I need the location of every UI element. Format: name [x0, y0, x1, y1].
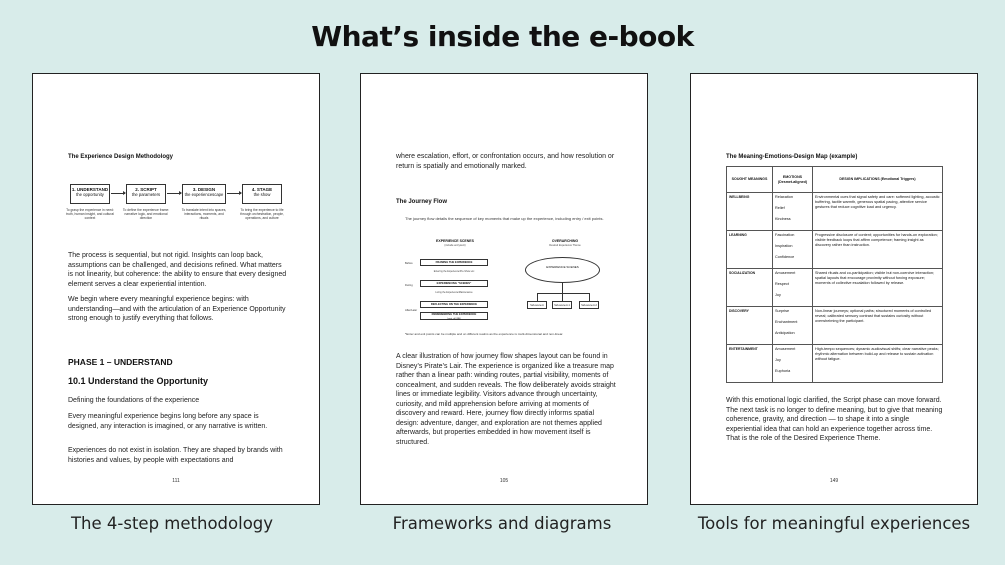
- book-page-methodology: [32, 73, 320, 505]
- step-desc: To bring the experience to life through orchestration, people, operations, and culture: [240, 208, 284, 220]
- arrow-icon: [111, 193, 125, 194]
- paragraph: With this emotional logic clarified, the Script phase can move forward. The next task is no longer to define meaning, but to give that meaning coherence, gravity, and direction — to shape it into a single experiential idea that can hold an experience together across time. That is the role of the Desired Experience Theme.: [726, 397, 943, 442]
- step-box-stage: 4. STAGE the show: [242, 184, 282, 204]
- page-title: The Experience Design Methodology: [68, 154, 174, 160]
- paragraph: where escalation, effort, or confrontation occurs, and how resolution or return is spatially and emotionally marked.: [396, 153, 615, 170]
- section-heading: 10.1 Understand the Opportunity: [68, 376, 209, 386]
- sub-scene-box: Sub-scene A: [527, 301, 547, 309]
- page-title: The Meaning-Emotions-Design Map (example): [726, 154, 858, 160]
- connector: [589, 293, 590, 301]
- table-row: DISCOVERY Surprise Enchantment Anticipation Non-linear journeys; optional paths; structured moments of controlled reveal; calibrated sensory contrast that sustains curiosity without overwhelming the participant.: [727, 307, 943, 345]
- sub-scene-box: Sub-scene A.1: [552, 301, 572, 309]
- arrow-icon: [167, 193, 181, 194]
- diagram-between: Living the Experience/Maintenance: [435, 291, 473, 294]
- step-box-understand: 1. UNDERSTAND the opportunity: [70, 184, 110, 204]
- journey-flow-diagram: [405, 239, 605, 319]
- book-page-tools: [690, 73, 978, 505]
- step-desc: To grasp the experience in need: truth, human insight, and cultural context: [66, 208, 114, 220]
- page-number: 111: [172, 478, 180, 484]
- book-page-frameworks: [360, 73, 648, 505]
- table-row: ENTERTAINMENT Amusement Joy Euphoria High-tempo sequences; dynamic audiovisual shifts; clear narrative peaks; rhythmic alternation between build-up and release to sustain activation without fatigue.: [727, 345, 943, 383]
- diagram-box: FRAMING THE EXPERIENCE: [420, 259, 488, 266]
- connector: [537, 293, 589, 294]
- paragraph: A clear illustration of how journey flow shapes layout can be found in Disney’s Pirate’s Lair. The experience is organized like a treasure map rather than a linear path: winding routes, partial visibility, moments of concealment, and sudden reveals. The flow deliberately avoids straight lines or immediate legibility. Visitors advance through uncertainty, curiosity, and mild apprehension before arriving at moments of discovery and reward. Here, journey flow directly informs spatial design: adventure, danger, and exploration are not themes applied afterwards, but properties embedded in how movement itself is structured.: [396, 353, 616, 446]
- diagram-note: *Enter and exit points can be multiple and on different realms as the experience is multi-dimensional and non-linear.: [405, 332, 564, 336]
- table-header: EMOTIONS (Desmet-aligned): [773, 167, 813, 193]
- paragraph: Every meaningful experience begins long before any space is designed, any interaction is imagined, or any narrative is written.: [68, 413, 268, 430]
- table-header: SOUGHT MEANINGS: [727, 167, 773, 193]
- step-box-script: 2. SCRIPT the parameters: [126, 184, 166, 204]
- connector: [562, 293, 563, 301]
- step-desc: To define the experience frame: narrative logic, and emotional direction: [122, 208, 170, 220]
- connector: [562, 283, 563, 293]
- side-label: After/Later: [405, 309, 418, 312]
- side-label: Before: [405, 262, 413, 265]
- caption-methodology: The 4-step methodology: [70, 514, 274, 533]
- side-label: During: [405, 284, 413, 287]
- table-row: SOCIALIZATION Amusement Respect Joy Shared rituals and co-participation; visible but non-coercive interaction; spatial layouts that encourage proximity without forcing exposure; moments of collective escalation followed by release.: [727, 269, 943, 307]
- headline: What’s inside the e-book: [311, 20, 694, 53]
- paragraph: The process is sequential, but not rigid. Insights can loop back, assumptions can be challenged, and decisions refined. What matters is not linearity, but coherence: the ability to ensure that every designed element serves a clear experiential intention.: [68, 252, 287, 288]
- paragraph: Experiences do not exist in isolation. They are shaped by brands with histories and values, by people with expectations and: [68, 447, 283, 464]
- sub-scene-box: Sub-scene A.2: [579, 301, 599, 309]
- subsection-heading: Defining the foundations of the experience: [68, 397, 200, 404]
- table-header: DESIGN IMPLICATIONS (Emotional Triggers): [813, 167, 943, 193]
- step-desc: To translate intent into spaces, interactions, moments, and rituals: [181, 208, 227, 220]
- diagram-right-sub: Desired Experience Theme: [549, 244, 581, 247]
- phase-heading: PHASE 1 – UNDERSTAND: [68, 357, 173, 367]
- page-number: 105: [499, 478, 509, 484]
- meaning-emotions-table: [726, 166, 943, 383]
- intro-text: The journey flow details the sequence of key moments that make up the experience, including entry / exit points.: [405, 216, 604, 221]
- table-row: WELLBEING Relaxation Relief Kindness Environmental cues that signal safety and care: softened lighting, acoustic buffering, tactile warmth, generous spatial pacing, attentive service gestures that reduce cognitive load and urgency.: [727, 193, 943, 231]
- table-row: LEARNING Fascination Inspiration Confidence Progressive disclosure of content; opportunities for hands-on exploration; visible feedback loops that affirm competence; framing insight as discovery rather than instruction.: [727, 231, 943, 269]
- page-number: 149: [829, 478, 839, 484]
- diagram-left-sub: (include entry/exit): [444, 244, 466, 247]
- diagram-right-title: OVERARCHING: [551, 239, 579, 243]
- diagram-box: EXPERIENCING "SCENES": [420, 280, 488, 287]
- step-box-design: 3. DESIGN the experiencescape: [182, 184, 226, 204]
- paragraph: We begin where every meaningful experience begins: with understanding—and with the articulation of an Experience Opportunity strong enough to justify everything that follows.: [68, 296, 286, 322]
- step-diagram: [68, 184, 288, 234]
- diagram-ellipse: EXPERIENCE SCENES: [525, 257, 600, 283]
- diagram-left-title: EXPERIENCE SCENES: [436, 239, 474, 243]
- diagram-box: REMEMBERING THE EXPERIENCE (cont. of) (RE): [420, 312, 488, 320]
- arrow-icon: [227, 193, 241, 194]
- connector: [537, 293, 538, 301]
- diagram-between: Entering the Experience/Pre-Show etc: [433, 270, 475, 273]
- subtitle: The Journey Flow: [396, 199, 448, 205]
- caption-tools: Tools for meaningful experiences: [697, 514, 971, 533]
- caption-frameworks: Frameworks and diagrams: [392, 514, 612, 533]
- diagram-box: REFLECTING ON THE EXPERIENCE: [420, 301, 488, 308]
